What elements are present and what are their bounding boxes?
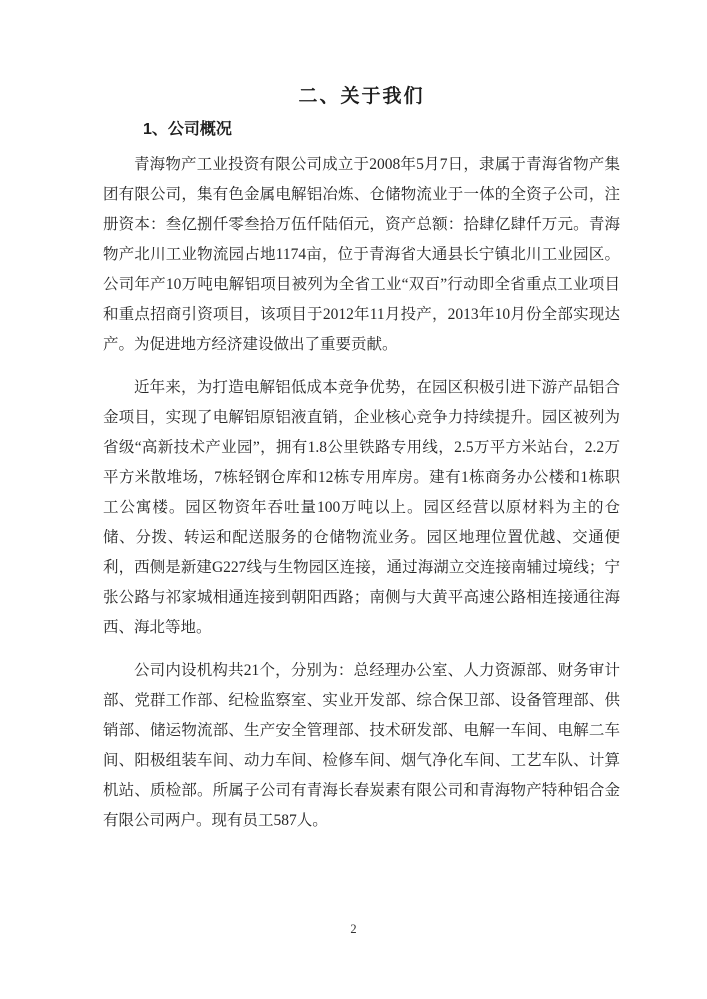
document-content	[103, 84, 620, 836]
paragraph-company-overview: 青海物产工业投资有限公司成立于2008年5月7日，隶属于青海省物产集团有限公司，集有色金属电解铝冶炼、仓储物流业于一体的全资子公司，注册资本：叁亿捌仟零叁拾万伍仟陆佰元，资产总额：拾肆亿肆仟万元。青海物产北川工业物流园占地1174亩，位于青海省大通县长宁镇北川工业园区。公司年产10万吨电解铝项目被列为全省工业“双百”行动即全省重点工业项目和重点招商引资项目，该项目于2012年11月投产，2013年10月份全部实现达产。为促进地方经济建设做出了重要贡献。	[103, 156, 620, 353]
paragraph-industrial-park: 近年来，为打造电解铝低成本竞争优势，在园区积极引进下游产品铝合金项目，实现了电解铝原铝液直销，企业核心竞争力持续提升。园区被列为省级“高新技术产业园”，拥有1.8公里铁路专用线，2.5万平方米站台，2.2万平方米散堆场，7栋轻钢仓库和12栋专用库房。建有1栋商务办公楼和1栋职工公寓楼。园区物资年吞吐量100万吨以上。园区经营以原材料为主的仓储、分拨、转运和配送服务的仓储物流业务。园区地理位置优越、交通便利，西侧是新建G227线与生物园区连接，通过海湖立交连接南辅过境线；宁张公路与祁家城相通连接到朝阳西路；南侧与大黄平高速公路相连接通往海西、海北等地。	[103, 379, 620, 636]
page-number: 2	[350, 922, 357, 936]
page-title: 二、关于我们	[298, 86, 425, 107]
paragraph-org-structure: 公司内设机构共21个，分别为：总经理办公室、人力资源部、财务审计部、党群工作部、纪检监察室、实业开发部、综合保卫部、设备管理部、供销部、储运物流部、生产安全管理部、技术研发部、电解一车间、电解二车间、阳极组装车间、动力车间、检修车间、烟气净化车间、工艺车队、计算机站、质检部。所属子公司有青海长春炭素有限公司和青海物产特种铝合金有限公司两户。现有员工587人。	[103, 662, 620, 829]
section-heading: 1、公司概况	[143, 121, 232, 138]
